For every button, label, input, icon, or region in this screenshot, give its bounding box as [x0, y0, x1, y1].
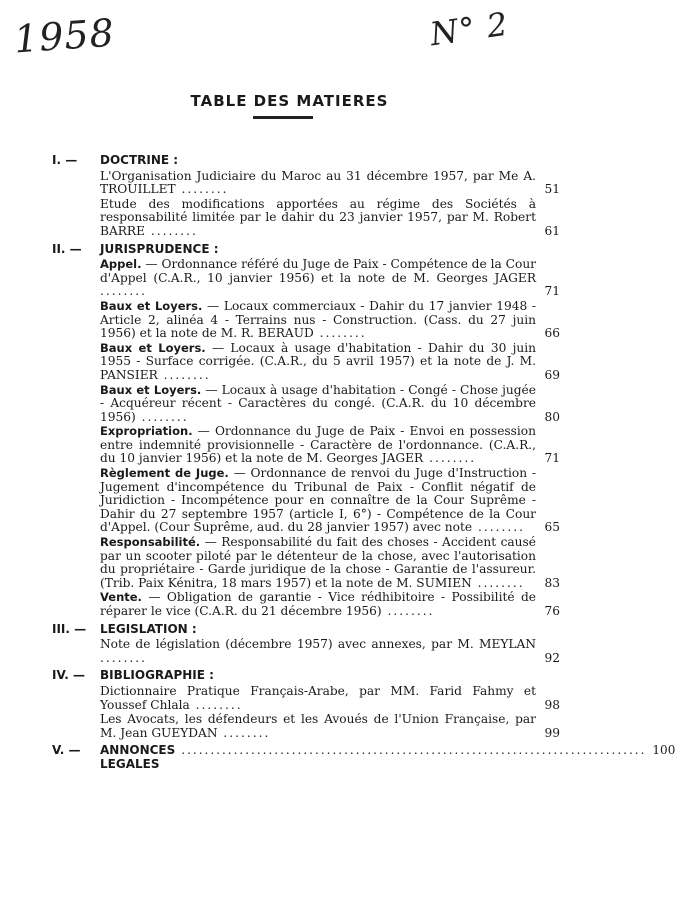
section-label: JURISPRUDENCE : [100, 241, 219, 256]
toc-entry [100, 536, 560, 590]
title-underline [253, 116, 313, 119]
entry-description: — Ordonnance du Juge de Paix - Envoi en possession entre indemnité provisionnelle - Caractère de l'ordonnance. (C.A.R., du 10 janvier 1956) et la note de M. Georges JAGER [100, 424, 536, 466]
section-heading: I. — DOCTRINE : [52, 153, 179, 167]
entry-description: Dictionnaire Pratique Français-Arabe, par MM. Farid Fahmy et Youssef Chlala [100, 683, 536, 712]
entry-description: — Obligation de garantie - Vice rédhibitoire - Possibilité de réparer le vice (C.A.R. du 21 décembre 1956) [100, 590, 536, 618]
handwritten-issue-number: N° 2 [427, 4, 511, 54]
entry-page: 66 [544, 326, 560, 341]
toc-entry [100, 591, 560, 618]
toc-entry [100, 198, 560, 239]
section-heading: II. — JURISPRUDENCE : [52, 241, 219, 256]
dot-leader: ........ [381, 604, 435, 618]
entry-text [100, 713, 536, 740]
entry-text [100, 685, 536, 712]
section-label: DOCTRINE : [100, 153, 179, 167]
entry-description: — Ordonnance référé du Juge de Paix - Compétence de la Cour d'Appel (C.A.R., 10 janvier 1956) et la note de M. Georges JAGER [100, 257, 536, 285]
entry-page: 65 [544, 520, 560, 535]
entry-subject: Baux et Loyers. [100, 298, 203, 313]
section-label: ANNONCES LEGALES [100, 743, 176, 771]
section-heading: IV. — BIBLIOGRAPHIE : [52, 668, 214, 683]
entry-page: 51 [544, 182, 560, 197]
entry-text [100, 467, 536, 535]
toc-entry [100, 300, 560, 341]
toc-entry [100, 170, 560, 197]
entry-page: 83 [544, 575, 560, 590]
table-of-contents [52, 150, 675, 774]
dot-leader: ........ [472, 520, 525, 535]
entry-description: — Locaux commerciaux - Dahir du 17 janvier 1948 - Article 2, alinéa 4 - Terrains nus - Construction. (Cass. du 27 juin 1956) et la note de M. R. BERAUD [100, 298, 536, 341]
toc-entry [100, 425, 560, 466]
entry-page: 71 [544, 451, 560, 466]
entry-subject: Responsabilité. [100, 535, 201, 550]
entry-text [100, 170, 536, 197]
entry-page: 92 [544, 650, 560, 665]
entry-description: Les Avocats, les défendeurs et les Avoués de l'Union Française, par M. Jean GUEYDAN [100, 712, 536, 740]
entry-page: 61 [544, 223, 560, 238]
dot-leader: ........ [313, 326, 367, 341]
dot-leader: ........ [189, 697, 243, 712]
toc-entry [100, 384, 560, 425]
toc-entry [100, 467, 560, 535]
section-heading: III. — LEGISLATION : [52, 621, 197, 636]
entry-text [100, 258, 536, 299]
entry-description: — Locaux à usage d'habitation - Dahir du 30 juin 1955 - Surface corrigée. (C.A.R., du 5 avril 1957) et la note de J. M. PANSIER [100, 340, 536, 382]
toc-entry [100, 258, 560, 299]
page-title: TABLE DES MATIERES [190, 92, 389, 110]
entry-subject: Baux et Loyers. [100, 382, 202, 397]
entry-subject: Expropriation. [100, 424, 193, 439]
entry-description: — Locaux à usage d'habitation - Congé - Chose jugée - Acquéreur récent - Caractères du congé. (C.A.R. du 10 décembre 1956) [100, 382, 536, 424]
dot-leader: ........ [157, 367, 211, 382]
toc-entry [100, 342, 560, 383]
toc-entry [100, 713, 560, 740]
dot-leader: ........ [100, 650, 147, 665]
section-heading: V. — ANNONCES LEGALES ................................................................................ 100 [52, 743, 675, 771]
section-label: LEGISLATION : [100, 621, 197, 636]
dot-leader: ........ [175, 182, 229, 197]
dot-leader: ........ [217, 725, 271, 740]
dot-leader: ........ [423, 451, 477, 466]
entry-page: 80 [544, 409, 560, 424]
entry-description: — Responsabilité du fait des choses - Accident causé par un scooter piloté par le détenteur de la chose, avec l'autorisation du propriétaire - Garde juridique de la chose - Garantie de l'assureur. (Trib. Paix Kénitra, 18 mars 1957) et la note de M. SUMIEN [100, 535, 536, 590]
entry-text [100, 198, 536, 239]
entry-subject: Règlement de Juge. [100, 466, 229, 481]
entry-page: 99 [544, 725, 560, 740]
dot-leader: ........ [145, 223, 198, 238]
entry-page: 69 [544, 367, 560, 382]
entry-subject: Appel. [100, 257, 142, 272]
dot-leader: ........ [100, 284, 147, 299]
entry-page: 76 [544, 604, 560, 618]
entry-text [100, 591, 536, 618]
entry-subject: Vente. [100, 590, 142, 605]
entry-text [100, 342, 536, 383]
section-page: 100 [652, 743, 675, 758]
entry-text [100, 536, 536, 590]
entry-text [100, 384, 536, 425]
entry-text [100, 300, 536, 341]
toc-entry [100, 638, 560, 665]
dot-leader: ........ [135, 409, 189, 424]
entry-text [100, 425, 536, 466]
section-label: BIBLIOGRAPHIE : [100, 668, 214, 683]
entry-subject: Baux et Loyers. [100, 340, 206, 355]
entry-page: 71 [544, 284, 560, 299]
entry-description: L'Organisation Judiciaire du Maroc au 31 décembre 1957, par Me A. TROUILLET [100, 168, 536, 197]
entry-page: 98 [544, 697, 560, 712]
entry-description: Etude des modifications apportées au régime des Sociétés à responsabilité limitée par le dahir du 23 janvier 1957, par M. Robert BARRE [100, 196, 536, 238]
entry-description: — Ordonnance de renvoi du Juge d'Instruction - Jugement d'incompétence du Tribunal de Paix - Conflit négatif de Juridiction - Incompétence pour en connaître de la Cour Suprême - Dahir du 27 septembre 1957 (article I, 6°) - Compétence de la Cour d'Appel. (Cour Suprême, aud. du 28 janvier 1957) avec note [100, 466, 537, 535]
entry-text [100, 638, 536, 665]
handwritten-year: 1958 [12, 10, 117, 62]
toc-entry [100, 685, 560, 712]
dot-leader: ................................................................................ [181, 743, 647, 758]
dot-leader: ........ [471, 575, 525, 590]
entry-description: Note de législation (décembre 1957) avec annexes, par M. MEYLAN [100, 637, 536, 652]
